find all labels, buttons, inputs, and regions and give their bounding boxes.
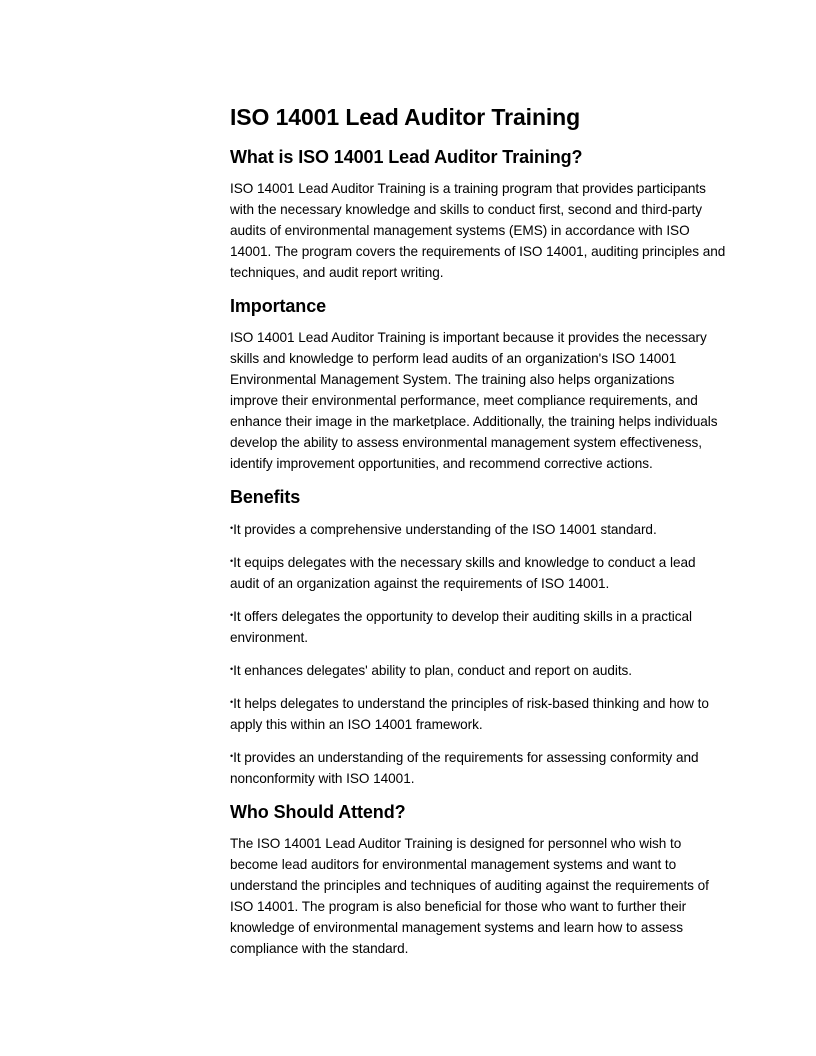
- list-item-text: It helps delegates to understand the principles of risk-based thinking and how to apply this within an ISO 14001 framework.: [230, 696, 709, 732]
- bullet-icon: •: [230, 697, 234, 707]
- list-item-text: It equips delegates with the necessary skills and knowledge to conduct a lead audit of an organization against the requirements of ISO 14001.: [230, 555, 696, 591]
- list-item: [230, 746, 726, 789]
- bullet-icon: •: [230, 610, 234, 620]
- bullet-icon: •: [230, 751, 234, 761]
- list-item-text: It enhances delegates' ability to plan, conduct and report on audits.: [233, 663, 633, 678]
- list-item-text: It offers delegates the opportunity to develop their auditing skills in a practical environment.: [230, 609, 692, 645]
- section-heading-importance: Importance: [230, 296, 327, 316]
- section-body-what: ISO 14001 Lead Auditor Training is a training program that provides participants with the necessary knowledge and skills to conduct first, second and third-party audits of environmental management systems (EMS) in accordance with ISO 14001. The program covers the requirements of ISO 14001, auditing principles and techniques, and audit report writing.: [230, 181, 726, 280]
- bullet-icon: •: [230, 664, 234, 674]
- list-item: [230, 692, 726, 735]
- list-item: [230, 518, 726, 540]
- section-heading-attend: Who Should Attend?: [230, 802, 406, 822]
- page-title: ISO 14001 Lead Auditor Training: [230, 104, 581, 130]
- document-page: [230, 100, 726, 970]
- benefits-list: [230, 518, 726, 789]
- list-item: [230, 659, 726, 681]
- bullet-icon: •: [230, 556, 234, 566]
- section-body-attend: The ISO 14001 Lead Auditor Training is designed for personnel who wish to become lead auditors for environmental management systems and want to understand the principles and techniques of auditing against the requirements of ISO 14001. The program is also beneficial for those who want to further their knowledge of environmental management systems and learn how to assess compliance with the standard.: [230, 836, 709, 956]
- list-item-text: It provides a comprehensive understanding of the ISO 14001 standard.: [233, 522, 657, 537]
- list-item: [230, 551, 726, 594]
- list-item-text: It provides an understanding of the requirements for assessing conformity and nonconformity with ISO 14001.: [230, 750, 699, 786]
- section-heading-benefits: Benefits: [230, 487, 301, 507]
- list-item: [230, 605, 726, 648]
- section-body-importance: ISO 14001 Lead Auditor Training is important because it provides the necessary skills and knowledge to perform lead audits of an organization's ISO 14001 Environmental Management System. The training also helps organizations improve their environmental performance, meet compliance requirements, and enhance their image in the marketplace. Additionally, the training helps individuals develop the ability to assess environmental management system effectiveness, identify improvement opportunities, and recommend corrective actions.: [230, 330, 718, 471]
- bullet-icon: •: [230, 523, 234, 533]
- section-heading-what: What is ISO 14001 Lead Auditor Training?: [230, 147, 583, 167]
